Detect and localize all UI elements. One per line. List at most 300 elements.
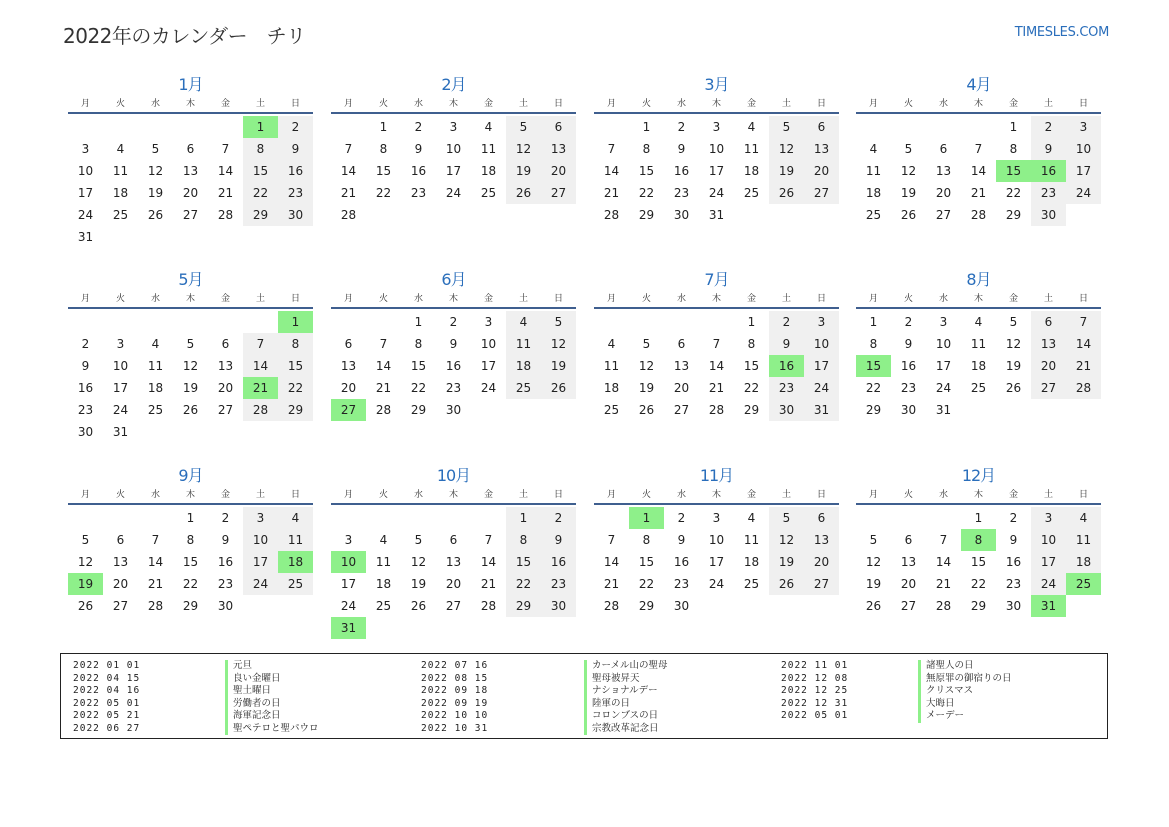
day-cell: 20 — [673, 381, 690, 395]
weekday-label: 日 — [816, 99, 826, 109]
day-cell: 2 — [414, 120, 423, 134]
day-cell: 30 — [77, 425, 94, 439]
day-cell: 6 — [344, 337, 353, 351]
day-cell: 7 — [379, 337, 388, 351]
day-cell: 1 — [974, 511, 983, 525]
day-blank — [541, 617, 576, 639]
day-cell: 2 — [221, 511, 230, 525]
day-cell: 25 — [743, 577, 760, 591]
weekday-label: 金 — [746, 490, 756, 500]
holiday-date: 2022 01 01 — [73, 660, 141, 671]
day-cell: 15 — [638, 164, 655, 178]
weekday-label: 火 — [641, 99, 651, 109]
day-cell: 10 — [804, 333, 839, 355]
weekday-label: 木 — [448, 294, 458, 304]
day-cell: 9 — [81, 359, 90, 373]
day-cell-holiday: 18 — [278, 551, 313, 573]
day-blank — [243, 595, 278, 617]
weekday-label: 木 — [711, 294, 721, 304]
weekday-label: 月 — [343, 99, 353, 109]
weekday-label: 日 — [553, 294, 563, 304]
day-cell: 20 — [182, 186, 199, 200]
day-blank — [331, 116, 366, 138]
holiday-date: 2022 09 18 — [421, 685, 489, 696]
day-cell: 24 — [480, 381, 497, 395]
day-blank — [769, 595, 804, 617]
day-cell: 4 — [278, 507, 313, 529]
day-cell: 10 — [77, 164, 94, 178]
day-blank — [506, 617, 541, 639]
day-cell: 8 — [379, 142, 388, 156]
weekday-label: 火 — [115, 294, 125, 304]
day-cell: 1 — [186, 511, 195, 525]
day-blank — [541, 204, 576, 226]
day-cell: 14 — [708, 359, 725, 373]
weekday-label: 日 — [1078, 294, 1088, 304]
month-name: 8月 — [966, 270, 991, 289]
day-cell: 11 — [970, 337, 987, 351]
day-blank — [699, 595, 734, 617]
weekday-label: 木 — [973, 490, 983, 500]
day-cell: 29 — [182, 599, 199, 613]
day-cell: 6 — [939, 142, 948, 156]
day-cell: 26 — [865, 599, 882, 613]
month-name: 3月 — [704, 75, 729, 94]
day-blank — [769, 204, 804, 226]
day-cell: 23 — [769, 377, 804, 399]
month-name: 10月 — [436, 466, 471, 485]
day-cell: 10 — [708, 533, 725, 547]
day-cell: 19 — [638, 381, 655, 395]
day-cell: 22 — [506, 573, 541, 595]
day-cell: 17 — [243, 551, 278, 573]
day-cell: 7 — [974, 142, 983, 156]
day-cell-holiday: 31 — [1031, 595, 1066, 617]
day-cell: 17 — [445, 164, 462, 178]
weekday-label: 水 — [413, 490, 423, 500]
day-cell: 15 — [375, 164, 392, 178]
day-grid — [68, 116, 313, 248]
day-cell: 1 — [506, 507, 541, 529]
day-cell: 13 — [445, 555, 462, 569]
day-cell: 3 — [804, 311, 839, 333]
day-cell: 19 — [1005, 359, 1022, 373]
day-cell: 10 — [1066, 138, 1101, 160]
day-cell: 6 — [804, 116, 839, 138]
day-blank — [734, 595, 769, 617]
weekday-header — [68, 487, 313, 505]
weekday-label: 土 — [1043, 294, 1053, 304]
day-blank — [103, 311, 138, 333]
day-blank — [103, 116, 138, 138]
month-9 — [68, 465, 313, 617]
day-cell: 26 — [147, 208, 164, 222]
day-cell: 9 — [1009, 533, 1018, 547]
day-cell: 4 — [379, 533, 388, 547]
day-blank — [243, 421, 278, 443]
day-cell: 3 — [81, 142, 90, 156]
day-blank — [208, 116, 243, 138]
day-cell-holiday: 31 — [331, 617, 366, 639]
day-cell: 25 — [147, 403, 164, 417]
day-grid — [856, 116, 1101, 226]
weekday-label: 土 — [1043, 490, 1053, 500]
day-cell: 22 — [375, 186, 392, 200]
month-name: 7月 — [704, 270, 729, 289]
day-blank — [243, 311, 278, 333]
month-name: 11月 — [699, 466, 734, 485]
day-blank — [103, 507, 138, 529]
day-cell: 26 — [77, 599, 94, 613]
day-cell: 26 — [638, 403, 655, 417]
holiday-date: 2022 08 15 — [421, 672, 489, 684]
day-cell: 10 — [112, 359, 129, 373]
day-blank — [961, 399, 996, 421]
day-cell: 6 — [541, 116, 576, 138]
weekday-label: 金 — [220, 99, 230, 109]
day-cell: 8 — [414, 337, 423, 351]
day-blank — [208, 421, 243, 443]
weekday-label: 火 — [903, 99, 913, 109]
day-cell: 28 — [1066, 377, 1101, 399]
weekday-label: 火 — [115, 490, 125, 500]
weekday-label: 日 — [816, 294, 826, 304]
day-cell: 21 — [935, 577, 952, 591]
holiday-date: 2022 12 31 — [781, 697, 849, 709]
weekday-label: 日 — [553, 99, 563, 109]
weekday-label: 月 — [606, 294, 616, 304]
month-name: 6月 — [441, 270, 466, 289]
day-cell: 30 — [541, 595, 576, 617]
day-cell: 23 — [673, 186, 690, 200]
day-cell: 4 — [116, 142, 125, 156]
holiday-name: 労働者の日 — [225, 698, 319, 711]
day-cell: 30 — [1005, 599, 1022, 613]
holiday-date: 2022 04 15 — [73, 672, 141, 684]
day-cell: 16 — [673, 164, 690, 178]
day-cell: 20 — [445, 577, 462, 591]
day-cell: 5 — [869, 533, 878, 547]
weekday-header — [594, 291, 839, 309]
day-cell: 3 — [712, 120, 721, 134]
day-cell: 5 — [541, 311, 576, 333]
day-blank — [926, 507, 961, 529]
day-cell: 2 — [677, 120, 686, 134]
day-cell: 8 — [642, 142, 651, 156]
month-name: 12月 — [961, 466, 996, 485]
day-cell: 18 — [506, 355, 541, 377]
day-cell: 25 — [112, 208, 129, 222]
holiday-name: 無原罪の御宿りの日 — [918, 673, 1012, 686]
weekday-label: 木 — [448, 490, 458, 500]
day-cell: 1 — [414, 315, 423, 329]
day-blank — [278, 421, 313, 443]
month-8 — [856, 269, 1101, 421]
day-cell: 8 — [869, 337, 878, 351]
day-blank — [471, 617, 506, 639]
day-cell-holiday: 1 — [243, 116, 278, 138]
day-cell: 21 — [970, 186, 987, 200]
day-cell: 12 — [541, 333, 576, 355]
day-cell: 2 — [278, 116, 313, 138]
day-cell: 8 — [506, 529, 541, 551]
day-blank — [366, 311, 401, 333]
day-cell: 11 — [603, 359, 620, 373]
day-cell: 23 — [541, 573, 576, 595]
weekday-label: 水 — [413, 99, 423, 109]
weekday-label: 月 — [868, 99, 878, 109]
weekday-label: 木 — [973, 99, 983, 109]
day-cell: 5 — [904, 142, 913, 156]
weekday-label: 月 — [606, 99, 616, 109]
day-cell: 29 — [865, 403, 882, 417]
day-blank — [436, 617, 471, 639]
day-grid — [594, 507, 839, 617]
day-grid — [68, 311, 313, 443]
day-blank — [401, 617, 436, 639]
holiday-date: 2022 10 31 — [421, 722, 489, 734]
day-cell: 27 — [804, 182, 839, 204]
day-cell: 4 — [607, 337, 616, 351]
day-cell: 15 — [638, 555, 655, 569]
day-cell: 19 — [410, 577, 427, 591]
day-cell: 20 — [340, 381, 357, 395]
weekday-label: 木 — [185, 99, 195, 109]
month-6 — [331, 269, 576, 421]
weekday-label: 水 — [676, 294, 686, 304]
day-cell: 18 — [743, 555, 760, 569]
day-cell: 24 — [1031, 573, 1066, 595]
month-7 — [594, 269, 839, 421]
day-cell: 17 — [708, 164, 725, 178]
day-cell: 18 — [375, 577, 392, 591]
weekday-label: 火 — [378, 99, 388, 109]
day-cell: 18 — [865, 186, 882, 200]
day-cell: 14 — [970, 164, 987, 178]
weekday-label: 木 — [185, 294, 195, 304]
month-name: 4月 — [966, 75, 991, 94]
day-cell: 3 — [1031, 507, 1066, 529]
weekday-label: 水 — [676, 490, 686, 500]
holiday-name: 聖土曜日 — [225, 685, 319, 698]
day-cell: 9 — [904, 337, 913, 351]
day-cell: 4 — [506, 311, 541, 333]
day-cell: 10 — [445, 142, 462, 156]
holiday-name: 元旦 — [225, 660, 319, 673]
weekday-label: 月 — [343, 490, 353, 500]
day-cell: 21 — [603, 577, 620, 591]
day-cell: 5 — [81, 533, 90, 547]
day-cell: 12 — [638, 359, 655, 373]
day-cell: 12 — [77, 555, 94, 569]
day-cell: 16 — [900, 359, 917, 373]
day-cell: 1 — [379, 120, 388, 134]
day-blank — [138, 421, 173, 443]
day-cell: 7 — [1066, 311, 1101, 333]
holiday-name: コロンブスの日 — [584, 710, 668, 723]
day-cell: 10 — [480, 337, 497, 351]
month-5 — [68, 269, 313, 443]
day-cell: 7 — [221, 142, 230, 156]
day-cell: 18 — [112, 186, 129, 200]
month-11 — [594, 465, 839, 617]
month-12 — [856, 465, 1101, 617]
day-blank — [1031, 399, 1066, 421]
day-cell: 12 — [769, 529, 804, 551]
day-cell: 10 — [935, 337, 952, 351]
day-cell: 15 — [243, 160, 278, 182]
weekday-header — [856, 487, 1101, 505]
holiday-date: 2022 05 01 — [73, 697, 141, 709]
day-cell: 21 — [147, 577, 164, 591]
day-blank — [734, 204, 769, 226]
day-cell: 20 — [541, 160, 576, 182]
weekday-label: 金 — [1008, 490, 1018, 500]
day-cell-holiday: 27 — [331, 399, 366, 421]
day-cell: 19 — [900, 186, 917, 200]
day-cell: 12 — [769, 138, 804, 160]
day-cell: 22 — [638, 577, 655, 591]
day-cell: 7 — [607, 142, 616, 156]
day-cell: 13 — [182, 164, 199, 178]
site-link[interactable]: TIMESLES.COM — [1014, 25, 1109, 40]
day-cell: 14 — [603, 164, 620, 178]
weekday-label: 水 — [150, 99, 160, 109]
day-cell: 25 — [865, 208, 882, 222]
day-cell: 2 — [1009, 511, 1018, 525]
day-cell: 6 — [804, 507, 839, 529]
month-name: 5月 — [178, 270, 203, 289]
day-cell: 29 — [278, 399, 313, 421]
day-cell: 22 — [243, 182, 278, 204]
holiday-date: 2022 12 25 — [781, 685, 849, 696]
weekday-header — [331, 96, 576, 114]
day-blank — [471, 204, 506, 226]
holiday-date: 2022 07 16 — [421, 660, 489, 671]
day-cell: 24 — [340, 599, 357, 613]
day-cell: 8 — [747, 337, 756, 351]
day-blank — [436, 204, 471, 226]
day-cell: 30 — [900, 403, 917, 417]
day-cell: 11 — [1066, 529, 1101, 551]
month-name: 1月 — [178, 75, 203, 94]
day-cell: 11 — [147, 359, 164, 373]
day-cell: 2 — [449, 315, 458, 329]
weekday-label: 水 — [413, 294, 423, 304]
day-cell: 2 — [81, 337, 90, 351]
day-blank — [594, 116, 629, 138]
day-cell: 19 — [541, 355, 576, 377]
day-blank — [541, 399, 576, 421]
day-cell: 24 — [1066, 182, 1101, 204]
day-cell-holiday: 25 — [1066, 573, 1101, 595]
day-cell: 8 — [243, 138, 278, 160]
day-blank — [366, 204, 401, 226]
day-cell: 4 — [151, 337, 160, 351]
day-cell: 5 — [769, 507, 804, 529]
day-cell: 9 — [414, 142, 423, 156]
day-cell: 17 — [77, 186, 94, 200]
day-cell: 12 — [900, 164, 917, 178]
day-cell: 3 — [712, 511, 721, 525]
day-blank — [699, 311, 734, 333]
day-cell: 13 — [804, 529, 839, 551]
day-cell: 18 — [1066, 551, 1101, 573]
weekday-label: 日 — [1078, 490, 1088, 500]
day-cell: 28 — [480, 599, 497, 613]
day-cell: 28 — [970, 208, 987, 222]
day-cell: 17 — [1031, 551, 1066, 573]
weekday-label: 金 — [220, 490, 230, 500]
day-cell: 7 — [607, 533, 616, 547]
day-cell: 1 — [747, 315, 756, 329]
day-cell: 25 — [506, 377, 541, 399]
day-cell: 21 — [480, 577, 497, 591]
day-cell: 9 — [278, 138, 313, 160]
day-cell: 14 — [1066, 333, 1101, 355]
day-cell: 17 — [112, 381, 129, 395]
weekday-label: 月 — [343, 294, 353, 304]
day-cell: 4 — [974, 315, 983, 329]
day-cell: 21 — [340, 186, 357, 200]
holiday-date: 2022 05 01 — [781, 710, 849, 721]
day-cell: 3 — [243, 507, 278, 529]
day-cell: 5 — [186, 337, 195, 351]
holiday-date: 2022 10 10 — [421, 710, 489, 721]
day-cell: 28 — [243, 399, 278, 421]
weekday-label: 日 — [816, 490, 826, 500]
day-grid — [856, 311, 1101, 421]
day-blank — [961, 116, 996, 138]
weekday-label: 火 — [378, 294, 388, 304]
day-cell: 29 — [970, 599, 987, 613]
day-cell: 2 — [904, 315, 913, 329]
holiday-name: 聖母被昇天 — [584, 673, 668, 686]
day-cell: 18 — [743, 164, 760, 178]
day-cell: 27 — [900, 599, 917, 613]
day-cell: 19 — [506, 160, 541, 182]
day-cell: 5 — [506, 116, 541, 138]
weekday-label: 月 — [868, 490, 878, 500]
day-blank — [68, 116, 103, 138]
day-cell: 21 — [708, 381, 725, 395]
day-cell: 23 — [410, 186, 427, 200]
day-cell: 27 — [182, 208, 199, 222]
day-cell: 29 — [1005, 208, 1022, 222]
day-cell: 6 — [221, 337, 230, 351]
day-blank — [1066, 595, 1101, 617]
day-cell: 22 — [410, 381, 427, 395]
day-cell: 28 — [147, 599, 164, 613]
day-cell: 6 — [677, 337, 686, 351]
day-cell: 14 — [243, 355, 278, 377]
day-grid — [68, 507, 313, 617]
day-cell: 22 — [970, 577, 987, 591]
day-blank — [366, 507, 401, 529]
day-cell: 7 — [939, 533, 948, 547]
day-cell: 17 — [340, 577, 357, 591]
day-cell: 17 — [804, 355, 839, 377]
holiday-name: 宗教改革記念日 — [584, 723, 668, 736]
day-cell: 3 — [939, 315, 948, 329]
weekday-label: 木 — [448, 99, 458, 109]
day-cell: 21 — [1066, 355, 1101, 377]
day-cell: 27 — [217, 403, 234, 417]
day-cell: 1 — [869, 315, 878, 329]
legend-dates-col-2 — [421, 660, 488, 735]
weekday-label: 木 — [711, 99, 721, 109]
day-cell: 27 — [673, 403, 690, 417]
